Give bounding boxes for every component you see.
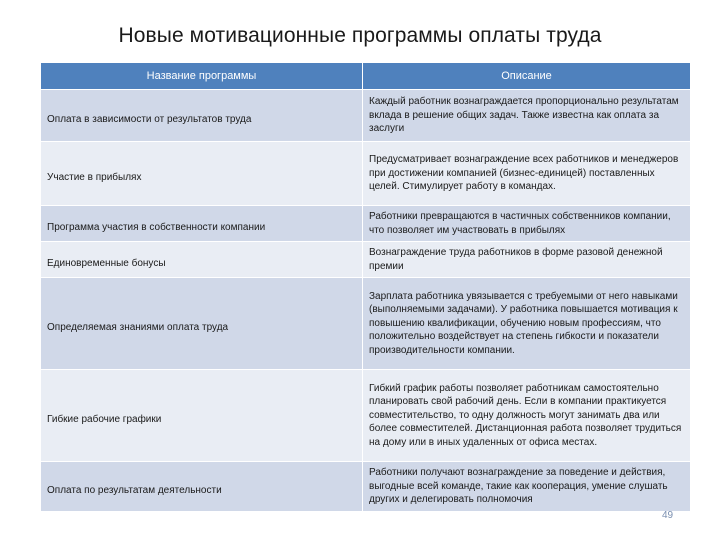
table-row xyxy=(41,370,691,462)
program-name-cell: Единовременные бонусы xyxy=(41,242,363,278)
program-name-cell: Оплата в зависимости от результатов труда xyxy=(41,90,363,142)
table-row xyxy=(41,142,691,206)
slide-title: Новые мотивационные программы оплаты труда xyxy=(118,24,602,47)
program-description-cell: Вознаграждение труда работников в форме разовой денежной премии xyxy=(363,242,691,278)
header-description: Описание xyxy=(363,63,691,90)
table-row xyxy=(41,242,691,278)
program-description-cell: Работники получают вознаграждение за поведение и действия, выгодные всей команде, такие как кооперация, умение слушать других и делегировать полномочия xyxy=(363,462,691,512)
program-description-cell: Работники превращаются в частичных собственников компании, что позволяет им участвовать в прибылях xyxy=(363,206,691,242)
table-header-row xyxy=(41,63,691,90)
table-row xyxy=(41,206,691,242)
program-name-cell: Оплата по результатам деятельности xyxy=(41,462,363,512)
program-name-cell: Определяемая знаниями оплата труда xyxy=(41,278,363,370)
program-description-cell: Каждый работник вознаграждается пропорционально результатам вклада в решение общих задач. Также известна как оплата за заслуги xyxy=(363,90,691,142)
page-number: 49 xyxy=(662,510,674,521)
program-name-cell: Гибкие рабочие графики xyxy=(41,370,363,462)
table-row xyxy=(41,90,691,142)
table-row xyxy=(41,462,691,512)
program-description-cell: Предусматривает вознаграждение всех работников и менеджеров при достижении компанией (бизнес-единицей) поставленных целей. Стимулирует работу в командах. xyxy=(363,142,691,206)
table-row xyxy=(41,278,691,370)
program-name-cell: Программа участия в собственности компании xyxy=(41,206,363,242)
program-name-cell: Участие в прибылях xyxy=(41,142,363,206)
program-description-cell: Зарплата работника увязывается с требуемыми от него навыками (выполняемыми задачами). У работника повышается мотивация к повышению квалификации, обучению новым профессиям, что положительно воздействует на степень гибкости и показатели производительности компании. xyxy=(363,278,691,370)
program-description-cell: Гибкий график работы позволяет работникам самостоятельно планировать свой рабочий день. Если в компании практикуется совместительство, то одну должность могут занимать два или более совместителей. Дистанционная работа позволяет трудиться на дому или в иных удаленных от офиса местах. xyxy=(363,370,691,462)
programs-table xyxy=(40,62,691,512)
header-program-name: Название программы xyxy=(41,63,363,90)
